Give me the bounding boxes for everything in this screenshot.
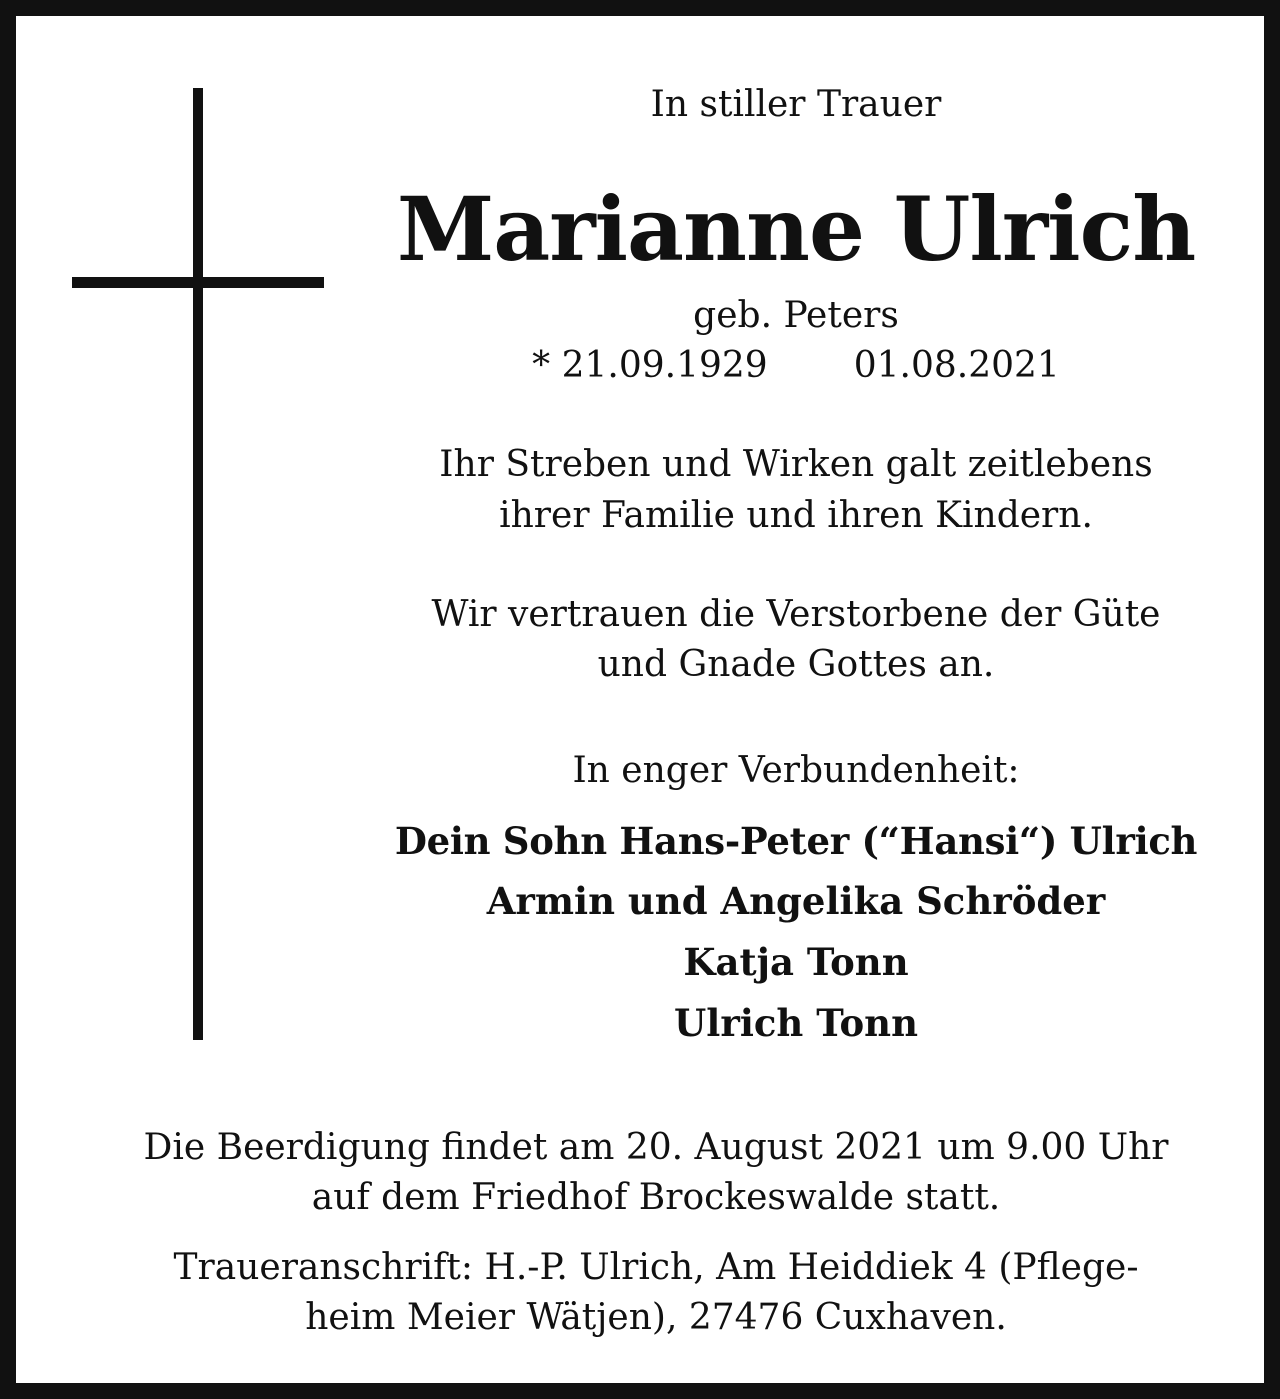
mourning-address-line: Traueranschrift: H.-P. Ulrich, Am Heiddiek 4 (Pflege- (173, 1247, 1139, 1288)
deceased-name: Marianne Ulrich (396, 177, 1196, 281)
mourner-name: Ulrich Tonn (674, 1001, 918, 1045)
birth-date: * 21.09.1929 (532, 345, 768, 386)
verse-line: Wir vertrauen die Verstorbene der Güte (431, 594, 1161, 635)
verse-line: und Gnade Gottes an. (597, 644, 995, 685)
cross-vertical-bar (193, 88, 203, 1040)
cross-horizontal-bar (72, 277, 324, 288)
verse-line: ihrer Familie und ihren Kindern. (499, 495, 1093, 536)
mourner-name: Katja Tonn (683, 940, 909, 984)
intro-text: In stiller Trauer (650, 84, 942, 125)
mourner-name: Dein Sohn Hans-Peter (“Hansi“) Ulrich (394, 819, 1198, 863)
mourner-name: Armin und Angelika Schröder (486, 879, 1106, 923)
funeral-info-line: auf dem Friedhof Brockeswalde statt. (311, 1177, 1001, 1218)
funeral-info-line: Die Beerdigung findet am 20. August 2021 um 9.00 Uhr (143, 1127, 1169, 1168)
birth-name: geb. Peters (693, 295, 899, 336)
closing-text: In enger Verbundenheit: (572, 750, 1020, 791)
life-dates (376, 344, 1216, 388)
death-date: 01.08.2021 (853, 345, 1060, 386)
mourning-address-line: heim Meier Wätjen), 27476 Cuxhaven. (305, 1297, 1007, 1338)
verse-line: Ihr Streben und Wirken galt zeitlebens (439, 444, 1153, 485)
